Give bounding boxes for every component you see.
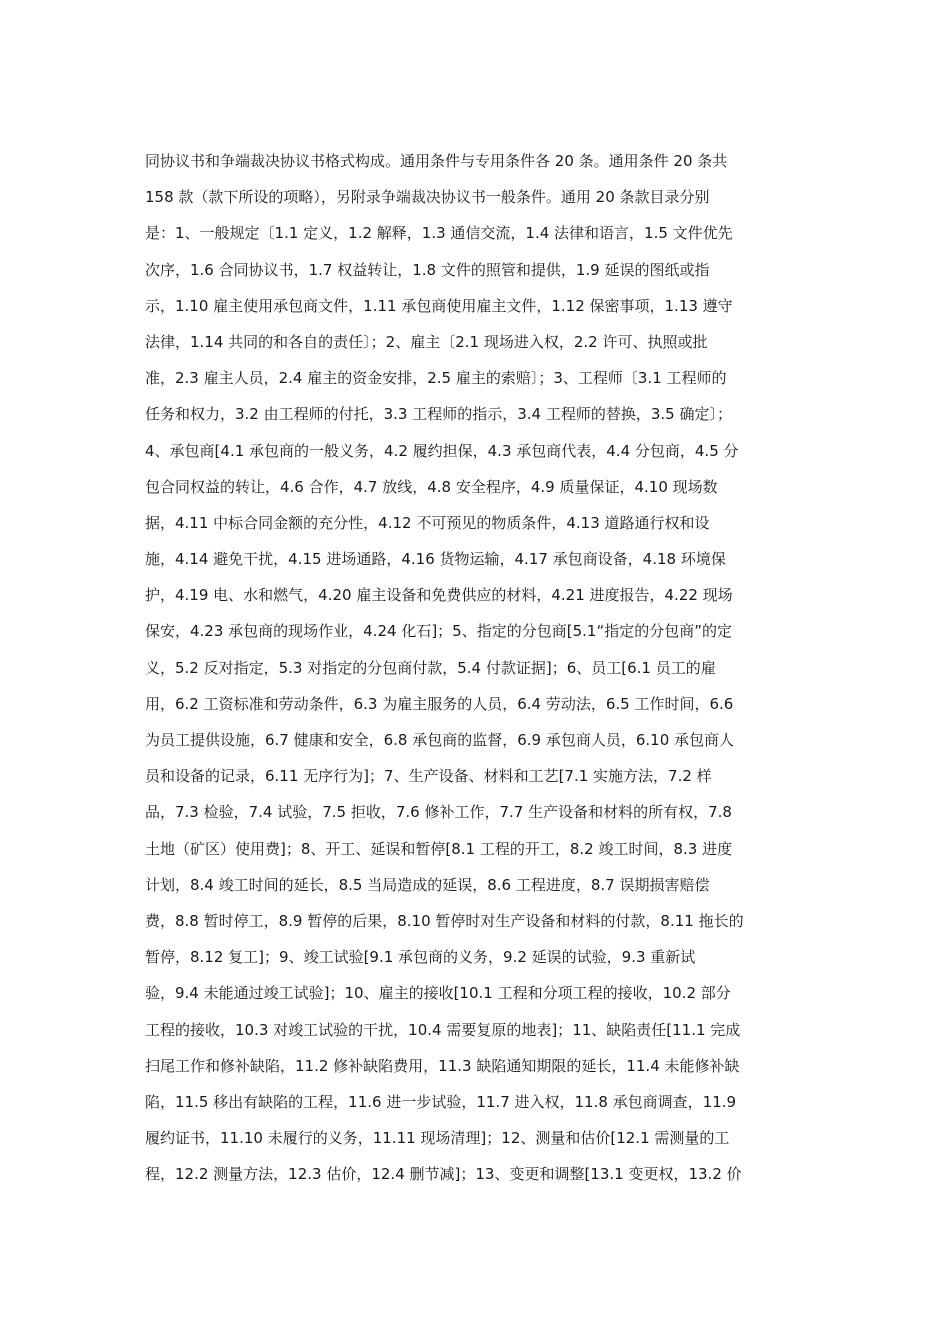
- text-line: 陷，11.5 移出有缺陷的工程，11.6 进一步试验，11.7 进入权，11.8 承包商调查，11.9: [145, 1092, 737, 1111]
- text-line: 保安，4.23 承包商的现场作业，4.24 化石]；5、指定的分包商[5.1“指定的分包商”的定: [145, 622, 732, 641]
- text-line: 义，5.2 反对指定，5.3 对指定的分包商付款，5.4 付款证据]；6、员工[6.1 员工的雇: [145, 658, 716, 677]
- text-line: 任务和权力，3.2 由工程师的付托，3.3 工程师的指示，3.4 工程师的替换，3.5 确定〕；: [145, 405, 732, 424]
- text-line: 暂停，8.12 复工]；9、竣工试验[9.1 承包商的义务，9.2 延误的试验，9.3 重新试: [145, 948, 696, 967]
- text-line: 用，6.2 工资标准和劳动条件，6.3 为雇主服务的人员，6.4 劳动法，6.5 工作时间，6.6: [145, 694, 734, 713]
- text-line: 为员工提供设施，6.7 健康和安全，6.8 承包商的监督，6.9 承包商人员，6.10 承包商人: [145, 731, 735, 749]
- text-line: 是：1、一般规定〔1.1 定义，1.2 解释，1.3 通信交流，1.4 法律和语言，1.5 文件优先: [145, 224, 733, 243]
- text-line: 法律，1.14 共同的和各自的责任〕；2、雇主〔2.1 现场进入权，2.2 许可、执照或批: [145, 332, 708, 351]
- text-line: 据，4.11 中标合同金额的充分性，4.12 不可预见的物质条件，4.13 道路通行权和设: [145, 513, 710, 532]
- text-line: 员和设备的记录，6.11 无序行为]；7、生产设备、材料和工艺[7.1 实施方法，7.2 样: [145, 767, 712, 786]
- text-line: 品，7.3 检验，7.4 试验，7.5 拒收，7.6 修补工作，7.7 生产设备和材料的所有权，7.8: [145, 803, 732, 822]
- text-line: 扫尾工作和修补缺陷，11.2 修补缺陷费用，11.3 缺陷通知期限的延长，11.4 未能修补缺: [145, 1056, 740, 1075]
- text-line: 履约证书，11.10 未履行的义务，11.11 现场清理]；12、测量和估价[12.1 需测量的工: [145, 1129, 730, 1148]
- text-line: 次序，1.6 合同协议书，1.7 权益转让，1.8 文件的照管和提供，1.9 延误的图纸或指: [145, 260, 710, 279]
- text-line: 工程的接收，10.3 对竣工试验的干扰，10.4 需要复原的地表]；11、缺陷责任[11.1 完成: [145, 1020, 741, 1039]
- text-line: 包合同权益的转让，4.6 合作，4.7 放线，4.8 安全程序，4.9 质量保证，4.10 现场数: [145, 477, 718, 496]
- text-line: 准，2.3 雇主人员，2.4 雇主的资金安排，2.5 雇主的索赔〕；3、工程师〔3.1 工程师的: [145, 369, 727, 388]
- text-line: 施，4.14 避免干扰，4.15 进场通路，4.16 货物运输，4.17 承包商设备，4.18 环境保: [145, 550, 726, 569]
- text-line: 土地（矿区）使用费]；8、开工、延误和暂停[8.1 工程的开工，8.2 竣工时间，8.3 进度: [145, 839, 733, 858]
- text-line: 计划，8.4 竣工时间的延长，8.5 当局造成的延误，8.6 工程进度，8.7 误期损害赔偿: [145, 875, 710, 894]
- text-line: 4、承包商[4.1 承包商的一般义务，4.2 履约担保，4.3 承包商代表，4.4 分包商，4.5 分: [145, 441, 739, 460]
- text-line: 158 款（款下所设的项略），另附录争端裁决协议书一般条件。通用 20 条款目录分别: [145, 188, 710, 207]
- text-line: 同协议书和争端裁决协议书格式构成。通用条件与专用条件各 20 条。通用条件 20 条共: [145, 152, 728, 170]
- body-text: [145, 143, 815, 1192]
- text-line: 程，12.2 测量方法，12.3 估价，12.4 删节减]；13、变更和调整[13.1 变更权，13.2 价: [145, 1165, 742, 1184]
- text-line: 护，4.19 电、水和燃气，4.20 雇主设备和免费供应的材料，4.21 进度报告，4.22 现场: [145, 586, 733, 605]
- text-line: 验，9.4 未能通过竣工试验]；10、雇主的接收[10.1 工程和分项工程的接收，10.2 部分: [145, 984, 731, 1003]
- text-line: 费，8.8 暂时停工，8.9 暂停的后果，8.10 暂停时对生产设备和材料的付款，8.11 拖长的: [145, 911, 744, 930]
- text-line: 示，1.10 雇主使用承包商文件，1.11 承包商使用雇主文件，1.12 保密事项，1.13 遵守: [145, 296, 733, 315]
